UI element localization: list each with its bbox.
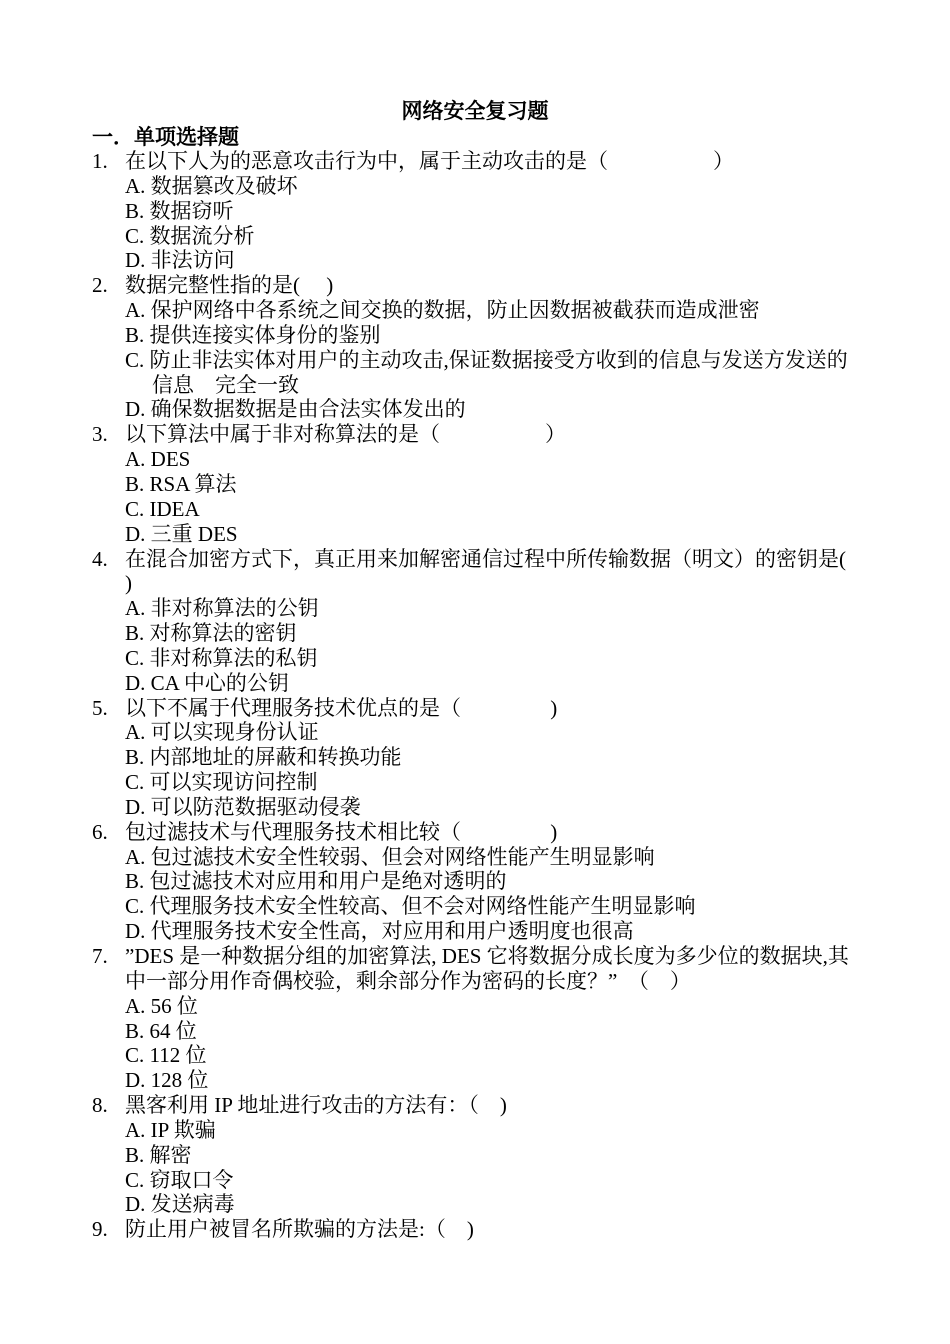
question-number: 7. [92, 944, 108, 968]
option-d: D. 确保数据数据是由合法实体发出的 [125, 397, 466, 422]
option-d: D. 非法访问 [125, 248, 235, 273]
option-a: A. DES [125, 447, 191, 472]
option-a: A. 保护网络中各系统之间交换的数据，防止因数据被截获而造成泄密 [125, 298, 760, 323]
option-c: C. 可以实现访问控制 [125, 770, 318, 795]
question-6 [0, 820, 950, 944]
option-c: C. 窃取口令 [125, 1167, 234, 1192]
question-number: 8. [92, 1093, 108, 1118]
question-number: 2. [92, 273, 108, 298]
question-text: 7. ”DES 是一种数据分组的加密算法, DES 它将数据分成长度为多少位的数据块,其中一部分用作奇偶校验，剩余部分作为密码的长度？” （ ） [92, 944, 849, 993]
document-title: 网络安全复习题 [401, 99, 549, 123]
option-c: C. IDEA [125, 496, 200, 521]
question-7 [0, 944, 950, 1093]
option-a: A. 包过滤技术安全性较弱、但会对网络性能产生明显影响 [125, 844, 655, 869]
option-d: D. 三重 DES [125, 521, 238, 546]
question-5 [0, 696, 950, 820]
option-c: C. 防止非法实体对用户的主动攻击,保证数据接受方收到的信息与发送方发送的信息 完全一致 [125, 347, 848, 397]
option-d: D. 代理服务技术安全性高，对应用和用户透明度也很高 [125, 919, 634, 944]
option-b: B. 64 位 [125, 1018, 197, 1043]
question-number: 5. [92, 695, 108, 720]
option-a: A. 非对称算法的公钥 [125, 596, 319, 621]
question-text: 1. 在以下人为的恶意攻击行为中，属于主动攻击的是（ ） [92, 149, 734, 173]
option-b: B. 内部地址的屏蔽和转换功能 [125, 745, 402, 770]
question-text: 5. 以下不属于代理服务技术优点的是（ ) [92, 695, 558, 720]
question-list [0, 149, 950, 1242]
section-heading: 一．单项选择题 [92, 125, 239, 149]
option-b: B. 对称算法的密钥 [125, 621, 297, 646]
question-text: 8. 黑客利用 IP 地址进行攻击的方法有：（ ) [92, 1093, 507, 1118]
option-b: B. RSA 算法 [125, 471, 237, 496]
question-text: 4. 在混合加密方式下，真正用来加解密通信过程中所传输数据（明文）的密钥是( ) [92, 546, 873, 596]
option-d: D. 128 位 [125, 1068, 209, 1093]
option-c: C. 112 位 [125, 1043, 207, 1068]
question-number: 1. [92, 149, 108, 173]
option-b: B. 数据窃听 [125, 198, 234, 223]
option-a: A. 可以实现身份认证 [125, 720, 319, 745]
question-number: 9. [92, 1217, 108, 1242]
option-d: D. CA 中心的公钥 [125, 670, 289, 695]
question-number: 4. [92, 546, 108, 571]
option-c: C. 数据流分析 [125, 223, 255, 248]
option-c: C. 代理服务技术安全性较高、但不会对网络性能产生明显影响 [125, 894, 696, 919]
question-3 [0, 422, 950, 546]
question-9 [0, 1217, 950, 1242]
option-b: B. 包过滤技术对应用和用户是绝对透明的 [125, 869, 507, 894]
question-text: 3. 以下算法中属于非对称算法的是（ ） [92, 422, 566, 447]
question-4 [0, 547, 950, 696]
question-8 [0, 1093, 950, 1217]
option-b: B. 解密 [125, 1142, 192, 1167]
option-a: A. 数据篡改及破坏 [125, 173, 298, 198]
question-2 [0, 273, 950, 422]
question-1 [0, 149, 950, 273]
option-a: A. 56 位 [125, 993, 198, 1018]
question-text: 2. 数据完整性指的是( ) [92, 273, 334, 298]
option-d: D. 发送病毒 [125, 1192, 235, 1217]
option-a: A. IP 欺骗 [125, 1117, 216, 1142]
option-c: C. 非对称算法的私钥 [125, 645, 318, 670]
option-d: D. 可以防范数据驱动侵袭 [125, 794, 361, 819]
option-b: B. 提供连接实体身份的鉴别 [125, 322, 381, 347]
question-text: 9. 防止用户被冒名所欺骗的方法是:（ ) [92, 1217, 474, 1242]
question-number: 6. [92, 819, 108, 844]
question-number: 3. [92, 422, 108, 447]
question-text: 6. 包过滤技术与代理服务技术相比较（ ) [92, 819, 558, 844]
